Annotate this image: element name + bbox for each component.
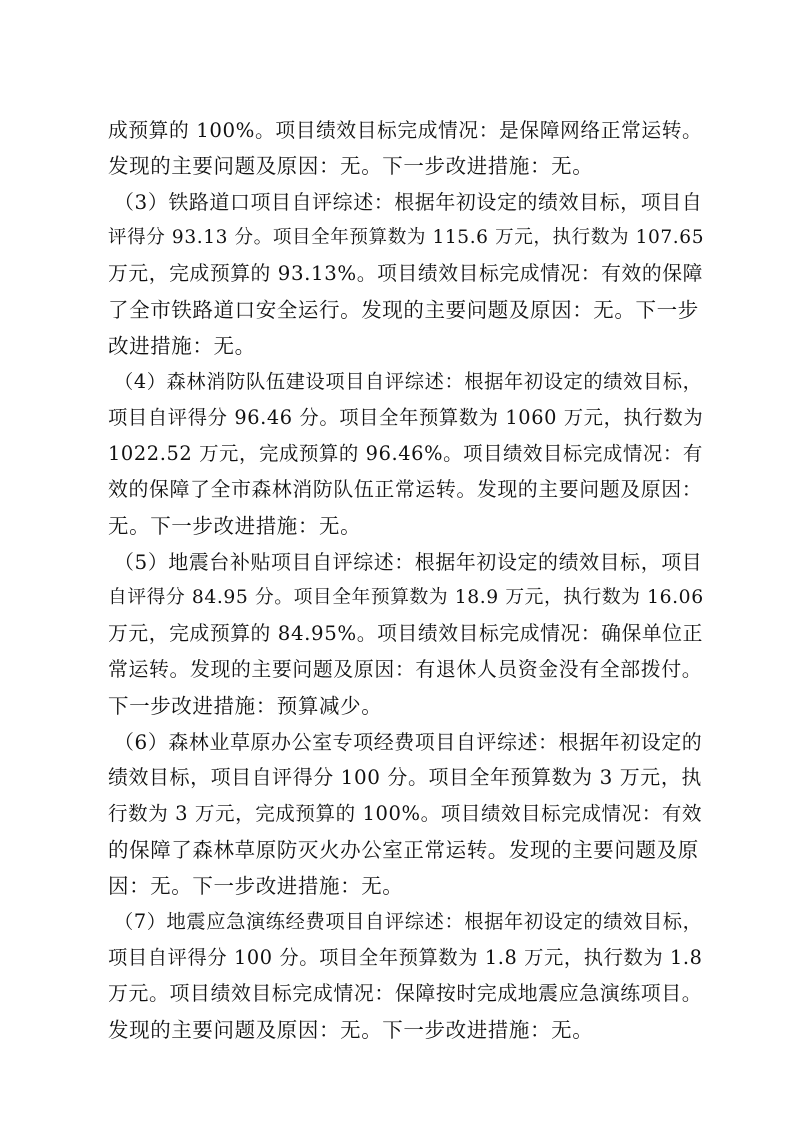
text-line: （4）森林消防队伍建设项目自评综述：根据年初设定的绩效目标， (114, 370, 703, 393)
text-line: 下一步改进措施：预算减少。 (108, 694, 383, 718)
text-line: （3）铁路道口项目自评综述：根据年初设定的绩效目标，项目自 (114, 190, 703, 214)
text-line: 评得分 93.13 分。项目全年预算数为 115.6 万元，执行数为 107.65 (108, 227, 705, 248)
text-line: 因：无。下一步改进措施：无。 (108, 874, 404, 898)
text-line: 改进措施：无。 (108, 334, 256, 358)
text-line: 效的保障了全市森林消防队伍正常运转。发现的主要问题及原因： (108, 478, 703, 501)
text-line: 无。下一步改进措施：无。 (108, 514, 362, 538)
text-line: （5）地震台补贴项目自评综述：根据年初设定的绩效目标，项目 (114, 550, 703, 574)
text-line: 万元，完成预算的 93.13%。项目绩效目标完成情况：有效的保障 (108, 262, 703, 285)
text-line: 项目自评得分 96.46 分。项目全年预算数为 1060 万元，执行数为 (108, 406, 704, 429)
text-line: 绩效目标，项目自评得分 100 分。项目全年预算数为 3 万元，执 (108, 766, 702, 789)
text-line: 发现的主要问题及原因：无。下一步改进措施：无。 (108, 154, 594, 178)
text-line: （7）地震应急演练经费项目自评综述：根据年初设定的绩效目标， (114, 910, 703, 933)
text-line: 行数为 3 万元，完成预算的 100%。项目绩效目标完成情况：有效 (108, 802, 703, 825)
text-line: 万元，完成预算的 84.95%。项目绩效目标完成情况：确保单位正 (108, 622, 703, 645)
text-line: 成预算的 100%。项目绩效目标完成情况：是保障网络正常运转。 (108, 119, 703, 142)
text-line: 1022.52 万元，完成预算的 96.46%。项目绩效目标完成情况：有 (108, 442, 703, 465)
text-line: 项目自评得分 100 分。项目全年预算数为 1.8 万元，执行数为 1.8 (108, 946, 703, 969)
text-line: 自评得分 84.95 分。项目全年预算数为 18.9 万元，执行数为 16.06 (108, 587, 704, 608)
text-line: 的保障了森林草原防灭火办公室正常运转。发现的主要问题及原 (108, 838, 699, 862)
text-line: 万元。项目绩效目标完成情况：保障按时完成地震应急演练项目。 (108, 982, 703, 1005)
text-line: （6）森林业草原办公室专项经费项目自评综述：根据年初设定的 (114, 730, 703, 754)
text-line: 发现的主要问题及原因：无。下一步改进措施：无。 (108, 1018, 594, 1042)
text-line: 常运转。发现的主要问题及原因：有退休人员资金没有全部拨付。 (108, 658, 703, 681)
text-line: 了全市铁路道口安全运行。发现的主要问题及原因：无。下一步 (108, 298, 699, 322)
